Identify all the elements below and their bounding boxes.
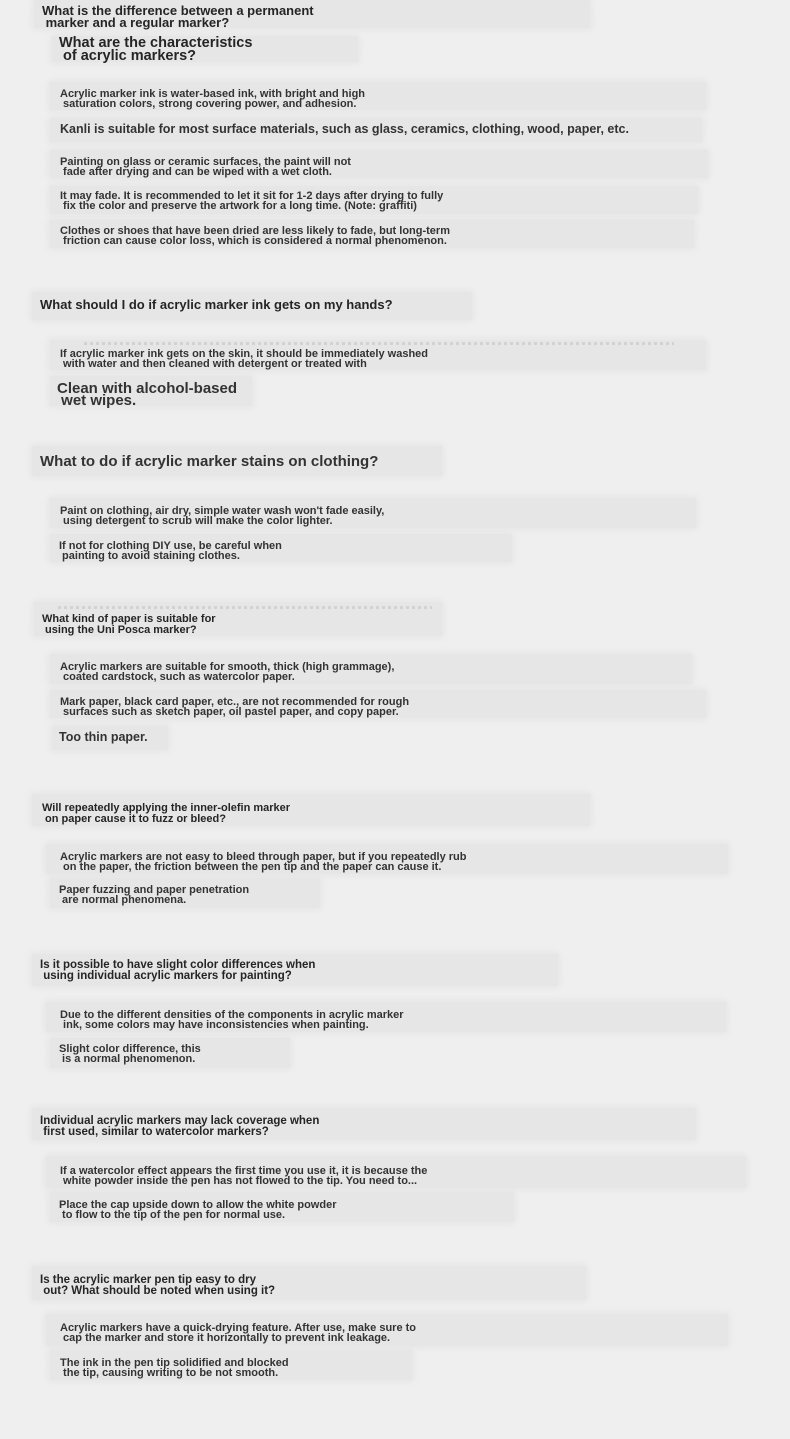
answer-text: Acrylic markers are suitable for smooth, thick (high grammage), coated cardstock, such as watercolor paper.: [60, 661, 395, 683]
answer-text: Due to the different densities of the components in acrylic marker ink, some colors may have inconsistencies when painting.: [60, 1009, 404, 1031]
answer-text: Acrylic marker ink is water-based ink, with bright and high saturation colors, strong covering power, and adhesion.: [60, 88, 366, 110]
answer-text: Paper fuzzing and paper penetration are normal phenomena.: [59, 884, 250, 906]
question-heading: What to do if acrylic marker stains on clothing?: [40, 453, 379, 470]
answer-text: If a watercolor effect appears the first time you use it, it is because the white powder inside the pen has not flowed to the tip. You need to...: [60, 1165, 428, 1187]
answer-text: Clothes or shoes that have been dried are less likely to fade, but long-term friction can cause color loss, which is considered a normal phenomenon.: [60, 225, 450, 247]
question-heading: What is the difference between a permanent marker and a regular marker?: [42, 3, 314, 30]
answer-text: The ink in the pen tip solidified and blocked the tip, causing writing to be not smooth.: [60, 1357, 289, 1379]
subheading: What are the characteristics of acrylic markers?: [59, 35, 253, 64]
answer-text: Painting on glass or ceramic surfaces, the paint will not fade after drying and can be wiped with a wet cloth.: [60, 156, 351, 178]
answer-text: If not for clothing DIY use, be careful when painting to avoid staining clothes.: [59, 540, 282, 562]
question-heading: What should I do if acrylic marker ink gets on my hands?: [40, 297, 393, 312]
question-heading: What kind of paper is suitable for using the Uni Posca marker?: [42, 613, 216, 636]
answer-text: It may fade. It is recommended to let it sit for 1-2 days after drying to fully fix the color and preserve the artwork for a long time. (Note: graffiti): [60, 190, 444, 212]
answer-text: Slight color difference, this is a normal phenomenon.: [59, 1043, 201, 1065]
question-heading: Is it possible to have slight color differences when using individual acrylic markers for painting?: [40, 959, 316, 982]
answer-text: Mark paper, black card paper, etc., are not recommended for rough surfaces such as sketch paper, oil pastel paper, and copy paper.: [60, 696, 410, 718]
answer-text: Kanli is suitable for most surface materials, such as glass, ceramics, clothing, wood, paper, etc.: [60, 122, 629, 136]
question-heading: Individual acrylic markers may lack coverage when first used, similar to watercolor markers?: [40, 1115, 320, 1138]
answer-text: Acrylic markers are not easy to bleed through paper, but if you repeatedly rub on the paper, the friction between the pen tip and the paper can cause it.: [60, 851, 467, 873]
question-heading: Is the acrylic marker pen tip easy to dry out? What should be noted when using it?: [40, 1274, 276, 1297]
answer-text: Acrylic markers have a quick-drying feature. After use, make sure to cap the marker and store it horizontally to prevent ink leakage.: [60, 1322, 417, 1344]
answer-text: Place the cap upside down to allow the white powder to flow to the tip of the pen for normal use.: [59, 1199, 337, 1221]
answer-text: Paint on clothing, air dry, simple water wash won't fade easily, using detergent to scrub will make the color lighter.: [60, 505, 385, 527]
noise-strip: [84, 342, 674, 345]
question-heading: Will repeatedly applying the inner-olefin marker on paper cause it to fuzz or bleed?: [42, 802, 291, 825]
answer-highlight: Clean with alcohol-based wet wipes.: [57, 380, 238, 409]
noise-strip: [58, 606, 432, 609]
answer-highlight: Too thin paper.: [59, 730, 148, 744]
answer-text: If acrylic marker ink gets on the skin, it should be immediately washed with water and then cleaned with detergent or treated with: [60, 348, 429, 370]
